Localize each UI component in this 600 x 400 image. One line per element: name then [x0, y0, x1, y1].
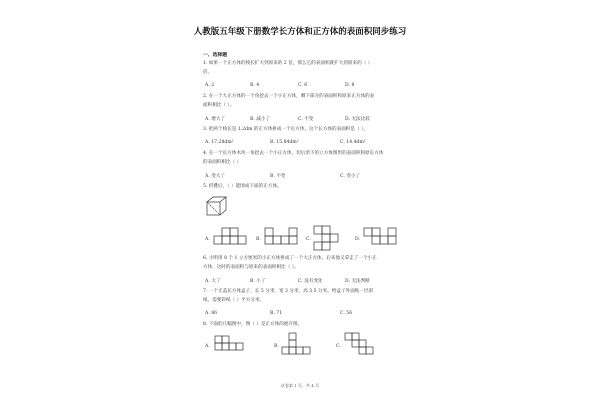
question-5-text: 5. 折叠后，（ ）能围成下面的正方体。	[203, 184, 282, 189]
question-6-option-c: C. 没有变化	[298, 279, 323, 284]
net-figure-a	[214, 228, 250, 246]
question-5-option-c: C.	[306, 237, 311, 242]
page-footer: 试卷第 1 页，共 4 页	[280, 383, 320, 388]
question-4-option-b: B. 不变	[270, 174, 286, 179]
question-4-option-a: A. 变大了	[205, 174, 226, 179]
question-1-text: 1. 如果一个正方体的棱长扩大到原来的 2 倍，那么它的表面积就扩大到原来的（ ）	[203, 61, 373, 66]
question-5-option-a: A.	[205, 237, 210, 242]
question-1-option-c: C. 6	[298, 83, 308, 88]
question-5-option-d: D.	[355, 237, 360, 242]
question-8-option-b: B.	[274, 344, 279, 349]
question-1-option-d: D. 8	[345, 83, 355, 88]
question-2-option-d: D. 无法比较	[345, 117, 370, 122]
question-8-option-c: C.	[336, 344, 341, 349]
question-3-option-b: B. 15.84dm²	[270, 140, 299, 145]
question-7-text-cont: 纸，需要彩纸（ ）平方分米。	[203, 298, 265, 303]
question-6-text: 6. 小明用 8 个 1 立方厘米的小正方体拼成了一个大正方体，后来他又拿走了一个小正	[203, 256, 377, 261]
section-heading: 一、选择题	[203, 53, 227, 58]
page-title: 人教版五年级下册数学长方体和正方体的表面积同步练习	[193, 27, 407, 37]
question-8-text: 8. 下面的几幅图中，图（ ）是正方体的展开图。	[203, 322, 303, 327]
question-5-option-b: B.	[256, 237, 261, 242]
question-1-text-cont: 倍。	[203, 70, 213, 75]
net-figure-c	[314, 226, 342, 252]
question-7-option-a: A. 86	[205, 311, 218, 316]
question-3-option-c: C. 14.4dm²	[340, 140, 366, 145]
net-figure-d	[364, 228, 400, 246]
question-2-text: 2. 在一个大正方体的一个角挖去一个小正方体，剩下部分的表面积和原来正方体的表	[203, 94, 375, 99]
question-7-option-b: B. 71	[270, 311, 283, 316]
question-2-text-cont: 面积相比（ ）。	[203, 103, 235, 108]
question-3-option-a: A. 17.28dm²	[205, 140, 234, 145]
question-4-option-c: C. 变小了	[340, 174, 361, 179]
question-6-text-cont: 方体，这时的表面积与原来的表面积相比（ ）。	[203, 265, 299, 270]
question-6-option-a: A. 大了	[205, 279, 221, 284]
question-2-option-c: C. 不变	[298, 117, 314, 122]
question-3-text: 3. 把两个棱长是 1.2dm 的正方体拼成一个长方体，这个长方体的表面积是（ ）。	[203, 127, 368, 132]
question-7-option-c: C. 56	[340, 311, 353, 316]
cube-figure	[206, 196, 228, 216]
question-4-text-cont: 的表面积相比（ ）	[203, 160, 242, 165]
question-1-option-b: B. 4	[250, 83, 260, 88]
question-6-option-b: B. 小了	[250, 279, 266, 284]
question-4-text: 4. 在一个长方体木块一角挖去一个小正方体，切后余下的立方体图形的表面积和原长方体	[203, 151, 384, 156]
question-2-option-b: B. 减小了	[250, 117, 271, 122]
net-figure-8a	[215, 336, 247, 356]
question-8-option-a: A.	[205, 344, 210, 349]
question-1-option-a: A. 2	[205, 83, 215, 88]
question-2-option-a: A. 增大了	[205, 117, 226, 122]
question-7-text: 7. 一个无盖长方体盒子，长 5 分米，宽 3 分米，高 3.5 分米。给盒子外面贴一层彩	[203, 289, 374, 294]
net-figure-8c	[345, 333, 379, 357]
question-6-option-d: D. 无法判断	[345, 279, 370, 284]
net-figure-b	[265, 228, 301, 246]
net-figure-8b	[282, 333, 314, 357]
